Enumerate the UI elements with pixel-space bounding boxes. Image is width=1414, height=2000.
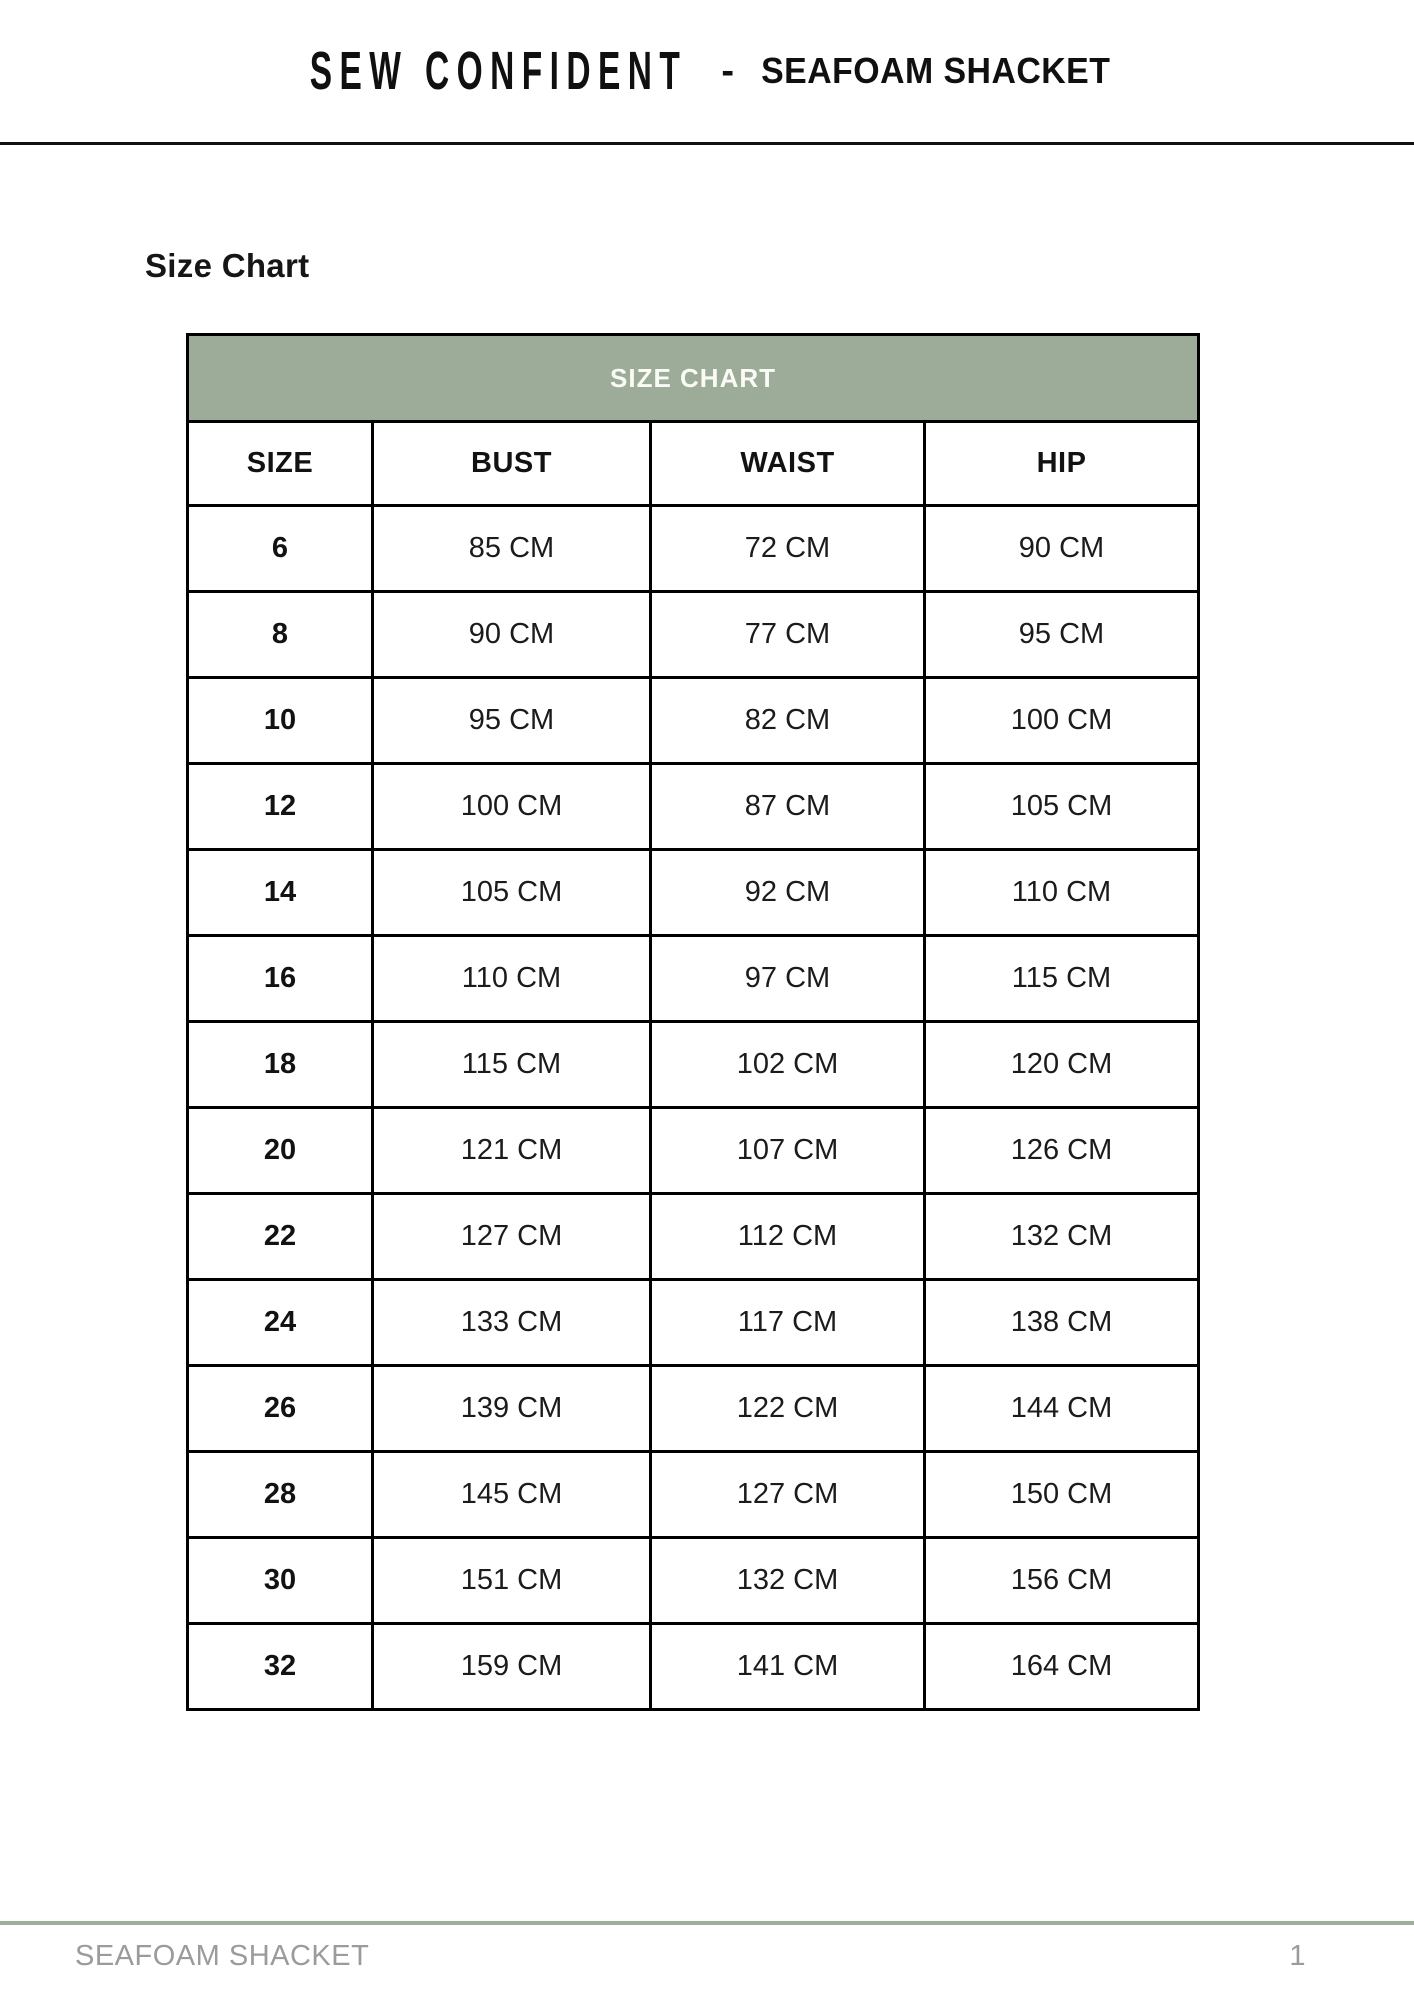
hip-cell: 115 CM (925, 936, 1199, 1022)
column-header-hip: HIP (925, 422, 1199, 506)
size-cell: 20 (188, 1108, 373, 1194)
hip-cell: 132 CM (925, 1194, 1199, 1280)
hip-cell: 105 CM (925, 764, 1199, 850)
table-row-size-10 (188, 678, 1199, 764)
waist-cell: 82 CM (651, 678, 925, 764)
table-row-size-8 (188, 592, 1199, 678)
size-cell: 22 (188, 1194, 373, 1280)
brand-title: SEW CONFIDENT (310, 41, 688, 101)
table-row-size-12 (188, 764, 1199, 850)
waist-cell: 77 CM (651, 592, 925, 678)
hip-cell: 156 CM (925, 1538, 1199, 1624)
column-header-size: SIZE (188, 422, 373, 506)
table-row-size-22 (188, 1194, 1199, 1280)
waist-cell: 97 CM (651, 936, 925, 1022)
bust-cell: 139 CM (373, 1366, 651, 1452)
table-column-header-row (188, 422, 1199, 506)
hip-cell: 110 CM (925, 850, 1199, 936)
page-number: 1 (1289, 1940, 1306, 1972)
waist-cell: 107 CM (651, 1108, 925, 1194)
size-cell: 12 (188, 764, 373, 850)
bust-cell: 145 CM (373, 1452, 651, 1538)
table-row-size-6 (188, 506, 1199, 592)
waist-cell: 141 CM (651, 1624, 925, 1710)
waist-cell: 122 CM (651, 1366, 925, 1452)
footer-product-name: SEAFOAM SHACKET (75, 1940, 370, 1972)
table-title-row (188, 335, 1199, 422)
document-footer (0, 1940, 1414, 1973)
size-cell: 24 (188, 1280, 373, 1366)
column-header-bust: BUST (373, 422, 651, 506)
waist-cell: 132 CM (651, 1538, 925, 1624)
product-title: SEAFOAM SHACKET (761, 50, 1111, 91)
table-body (188, 506, 1199, 1710)
table-row-size-16 (188, 936, 1199, 1022)
table-row-size-14 (188, 850, 1199, 936)
bust-cell: 121 CM (373, 1108, 651, 1194)
size-cell: 26 (188, 1366, 373, 1452)
size-cell: 30 (188, 1538, 373, 1624)
title-separator: - (721, 49, 735, 92)
size-cell: 32 (188, 1624, 373, 1710)
hip-cell: 100 CM (925, 678, 1199, 764)
size-cell: 28 (188, 1452, 373, 1538)
bust-cell: 110 CM (373, 936, 651, 1022)
bust-cell: 133 CM (373, 1280, 651, 1366)
footer-divider (0, 1921, 1414, 1925)
hip-cell: 120 CM (925, 1022, 1199, 1108)
size-cell: 16 (188, 936, 373, 1022)
waist-cell: 92 CM (651, 850, 925, 936)
table-row-size-26 (188, 1366, 1199, 1452)
waist-cell: 87 CM (651, 764, 925, 850)
size-cell: 10 (188, 678, 373, 764)
table-row-size-32 (188, 1624, 1199, 1710)
waist-cell: 72 CM (651, 506, 925, 592)
table-row-size-30 (188, 1538, 1199, 1624)
size-cell: 6 (188, 506, 373, 592)
bust-cell: 127 CM (373, 1194, 651, 1280)
size-cell: 18 (188, 1022, 373, 1108)
waist-cell: 127 CM (651, 1452, 925, 1538)
bust-cell: 100 CM (373, 764, 651, 850)
bust-cell: 105 CM (373, 850, 651, 936)
table-row-size-18 (188, 1022, 1199, 1108)
table-row-size-28 (188, 1452, 1199, 1538)
header-divider (0, 142, 1414, 145)
hip-cell: 164 CM (925, 1624, 1199, 1710)
bust-cell: 90 CM (373, 592, 651, 678)
waist-cell: 117 CM (651, 1280, 925, 1366)
document-header (0, 36, 1414, 106)
waist-cell: 112 CM (651, 1194, 925, 1280)
table-title: SIZE CHART (188, 335, 1199, 422)
bust-cell: 115 CM (373, 1022, 651, 1108)
hip-cell: 90 CM (925, 506, 1199, 592)
column-header-waist: WAIST (651, 422, 925, 506)
section-title: Size Chart (145, 247, 310, 284)
bust-cell: 151 CM (373, 1538, 651, 1624)
hip-cell: 95 CM (925, 592, 1199, 678)
bust-cell: 85 CM (373, 506, 651, 592)
hip-cell: 126 CM (925, 1108, 1199, 1194)
bust-cell: 159 CM (373, 1624, 651, 1710)
size-cell: 14 (188, 850, 373, 936)
size-chart-table (186, 333, 1200, 1711)
waist-cell: 102 CM (651, 1022, 925, 1108)
hip-cell: 138 CM (925, 1280, 1199, 1366)
hip-cell: 150 CM (925, 1452, 1199, 1538)
bust-cell: 95 CM (373, 678, 651, 764)
hip-cell: 144 CM (925, 1366, 1199, 1452)
table-row-size-20 (188, 1108, 1199, 1194)
size-cell: 8 (188, 592, 373, 678)
table-row-size-24 (188, 1280, 1199, 1366)
